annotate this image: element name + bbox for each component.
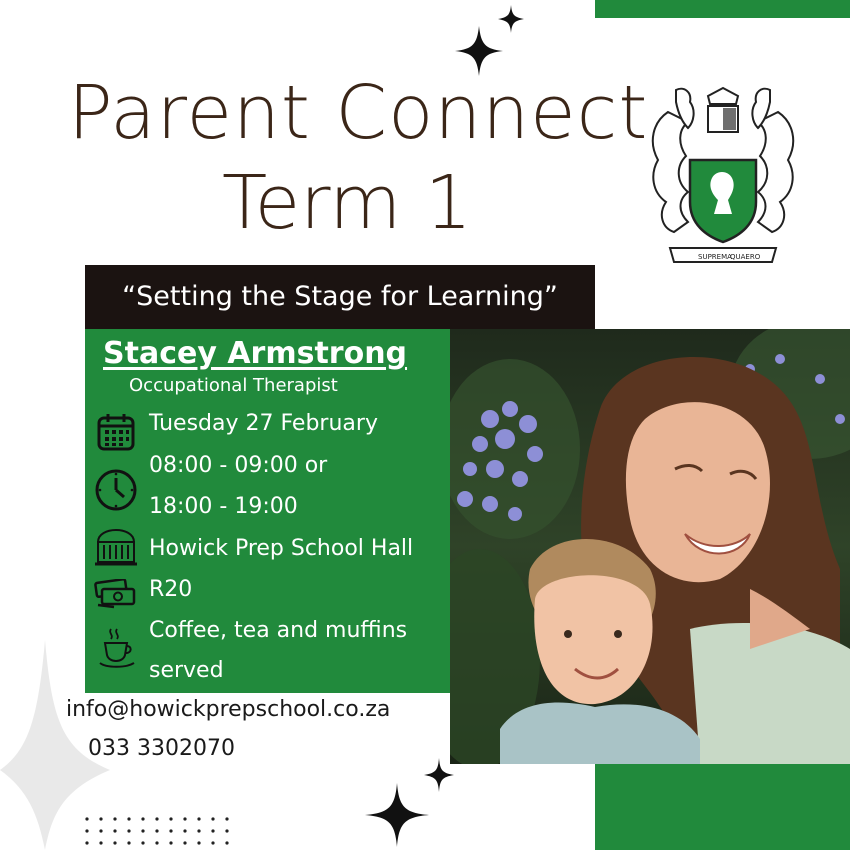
event-refreshments-line-2: served [149, 658, 224, 683]
event-time-evening: 18:00 - 19:00 [149, 494, 298, 519]
tagline-banner [85, 265, 595, 329]
building-icon [95, 528, 137, 566]
coffee-cup-icon [98, 627, 136, 669]
event-venue: Howick Prep School Hall [149, 536, 414, 561]
dot-grid-decoration [84, 815, 234, 847]
event-date: Tuesday 27 February [149, 411, 378, 436]
calendar-icon [97, 413, 135, 451]
page-title-line-1: Parent Connect [68, 70, 649, 156]
sparkle-star-decoration [498, 5, 524, 33]
page-title-line-2: Term 1 [222, 160, 472, 246]
sparkle-star-decoration [455, 26, 503, 76]
money-icon [94, 579, 138, 609]
tagline-text: “Setting the Stage for Learning” [122, 281, 558, 312]
speaker-role: Occupational Therapist [129, 375, 338, 396]
clock-icon [94, 468, 138, 512]
event-time-morning: 08:00 - 09:00 or [149, 453, 328, 478]
contact-phone[interactable]: 033 3302070 [88, 736, 235, 761]
speaker-name: Stacey Armstrong [103, 336, 408, 371]
crest-motto-right: QUAERO [730, 253, 761, 261]
crest-motto-left: SUPREMA [698, 253, 732, 261]
sparkle-star-decoration [365, 783, 429, 847]
event-price: R20 [149, 577, 193, 602]
contact-email[interactable]: info@howickprepschool.co.za [66, 697, 391, 722]
school-crest-logo [648, 82, 798, 268]
event-refreshments-line-1: Coffee, tea and muffins [149, 618, 408, 643]
top-right-green-bar [595, 0, 850, 18]
speaker-photo [450, 329, 850, 764]
bottom-right-green-block [595, 764, 850, 850]
